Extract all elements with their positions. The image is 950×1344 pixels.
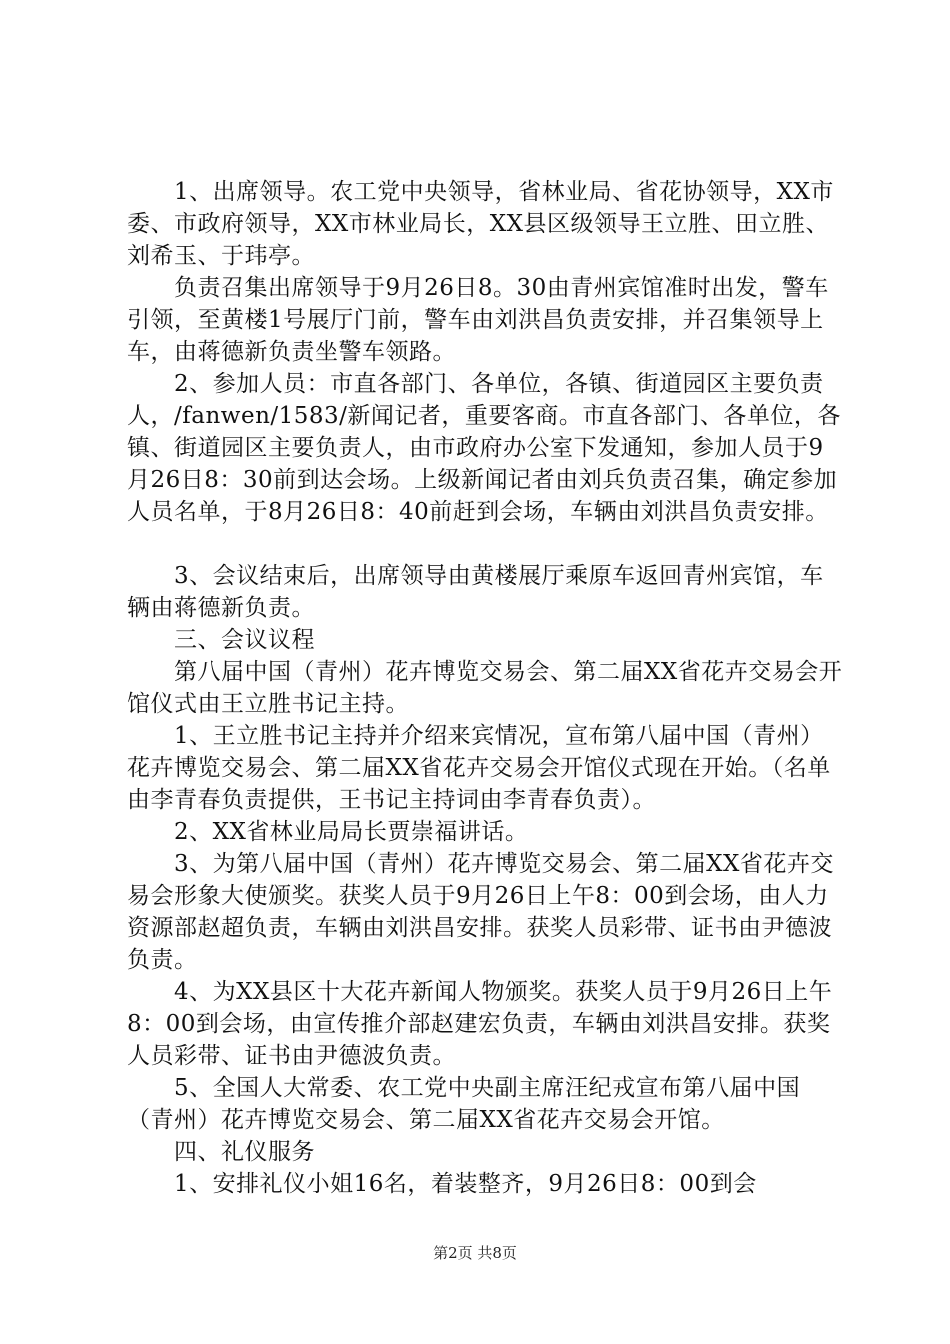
paragraph-agenda-5: 5、全国人大常委、农工党中央副主席汪纪戎宣布第八届中国（青州）花卉博览交易会、第二届XX省花卉交易会开馆。 [127,1075,801,1133]
paragraph-gather-leaders: 负责召集出席领导于9月26日8。30由青州宾馆准时出发，警车引领，至黄楼1号展厅门前，警车由刘洪昌负责安排，并召集领导上车，由蒋德新负责坐警车领路。 [127,275,829,365]
paragraph-agenda-3: 3、为第八届中国（青州）花卉博览交易会、第二届XX省花卉交易会形象大使颁奖。获奖人员于9月26日上午8：00到会场，由人力资源部赵超负责，车辆由刘洪昌安排。获奖人员彩带、证书由尹德波负责。 [127,851,834,973]
paragraph-agenda-2: 2、XX省林业局局长贾崇福讲话。 [127,819,529,845]
paragraph-opening-host: 第八届中国（青州）花卉博览交易会、第二届XX省花卉交易会开馆仪式由王立胜书记主持。 [127,659,843,717]
page-number-footer: 第2页 共8页 [433,1244,517,1262]
paragraph-after-meeting: 3、会议结束后，出席领导由黄楼展厅乘原车返回青州宾馆，车辆由蒋德新负责。 [127,563,824,621]
section-heading-etiquette: 四、礼仪服务 [127,1139,315,1165]
paragraph-etiquette-1: 1、安排礼仪小姐16名，着装整齐，9月26日8：00到会 [127,1171,757,1197]
paragraph-participants: 2、参加人员：市直各部门、各单位，各镇、街道园区主要负责人，/fanwen/1583/新闻记者，重要客商。市直各部门、各单位，各镇、街道园区主要负责人，由市政府办公室下发通知，参加人员于9月26日8：30前到达会场。上级新闻记者由刘兵负责召集，确定参加人员名单，于8月26日8：40前赶到会场，车辆由刘洪昌负责安排。 [127,371,841,525]
paragraph-agenda-1: 1、王立胜书记主持并介绍来宾情况，宣布第八届中国（青州）花卉博览交易会、第二届XX省花卉交易会开馆仪式现在开始。（名单由李青春负责提供，王书记主持词由李青春负责）。 [127,723,831,813]
section-heading-agenda: 三、会议议程 [127,627,315,653]
paragraph-leaders: 1、出席领导。农工党中央领导，省林业局、省花协领导，XX市委、市政府领导，XX市林业局长，XX县区级领导王立胜、田立胜、刘希玉、于玮亭。 [127,179,834,269]
paragraph-agenda-4: 4、为XX县区十大花卉新闻人物颁奖。获奖人员于9月26日上午8：00到会场，由宣传推介部赵建宏负责，车辆由刘洪昌安排。获奖人员彩带、证书由尹德波负责。 [127,979,833,1069]
